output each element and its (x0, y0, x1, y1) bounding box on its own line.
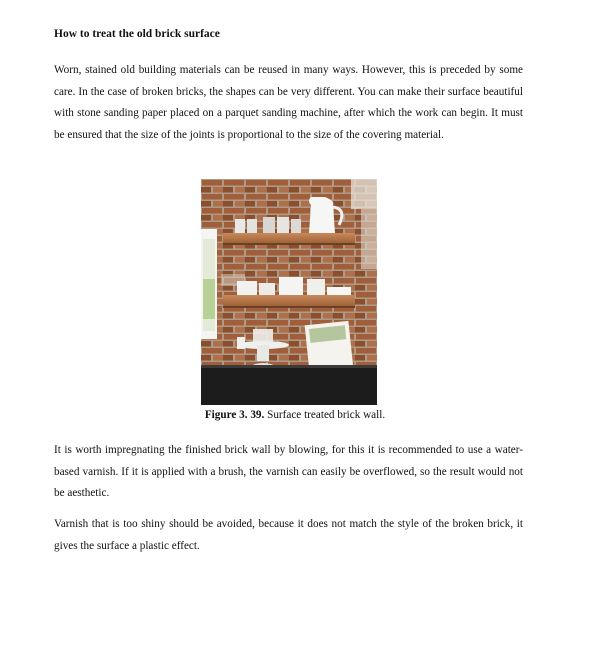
paragraph-shine: Varnish that is too shiny should be avoided, because it does not match the style of the broken brick, it gives the surface a plastic effect. (54, 518, 523, 552)
figure-caption (0, 407, 590, 423)
paragraph-intro: Worn, stained old building materials can be reused in many ways. However, this is preceded by some care. In the case of broken bricks, the shapes can be very different. You can make their surface beautiful with stone sanding paper placed on a parquet sanding machine, after which the work can begin. It must be ensured that the size of the joints is proportional to the size of the covering material. (54, 64, 523, 141)
paragraph-impregnation: It is worth impregnating the finished brick wall by blowing, for this it is recommended to use a water-based varnish. If it is applied with a brush, the varnish can easily be overflowed, so the result would not be aesthetic. (54, 444, 523, 499)
figure-label: Figure 3. 39. (204, 409, 265, 421)
brick-wall-photo (201, 179, 377, 405)
figure-caption-text: Surface treated brick wall. (267, 409, 386, 421)
section-heading: How to treat the old brick surface (54, 28, 220, 40)
